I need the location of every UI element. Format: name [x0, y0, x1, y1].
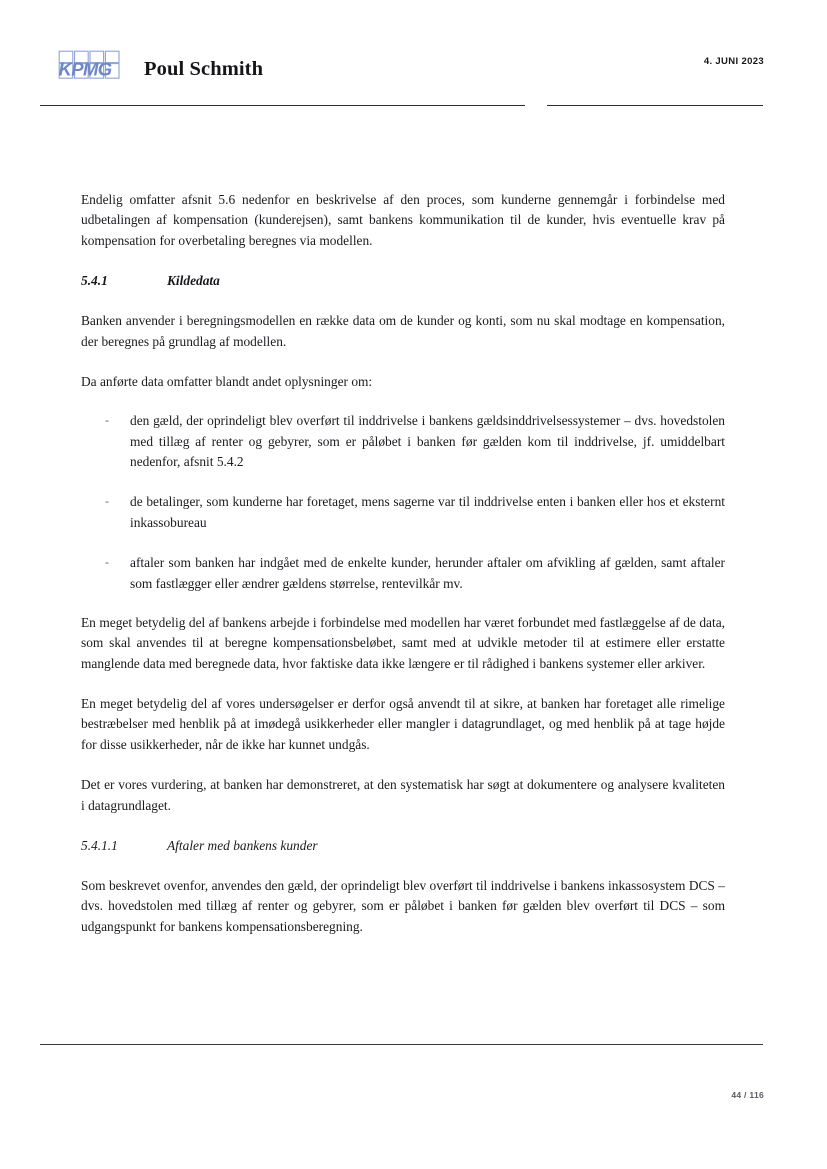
paragraph-investigation: En meget betydelig del af vores undersøgelser er derfor også anvendt til at sikre, at banken har foretaget alle rimelige bestræbelser med henblik på at imødegå usikkerheder eller mangler i datagrundlaget, og med henblik på at tage højde for disse usikkerheder, når de ikke har kunnet undgås. [81, 696, 725, 752]
page-header [0, 0, 827, 115]
paragraph-assessment: Det er vores vurdering, at banken har demonstreret, at den systematisk har søgt at dokumentere og analysere kvaliteten i datagrundlaget. [81, 777, 725, 813]
heading-5-4-1-number: 5.4.1 [81, 273, 108, 289]
list-item [81, 411, 725, 472]
brand-block [58, 50, 263, 80]
dash-bullet-icon: - [105, 555, 109, 570]
kpmg-logo-icon [58, 50, 122, 80]
list-item [81, 553, 725, 594]
header-rule-left [40, 105, 525, 106]
heading-5-4-1-1 [81, 836, 725, 856]
paragraph-effort: En meget betydelig del af bankens arbejde i forbindelse med modellen har været forbundet med fastlæggelse af de data, som skal anvendes til at beregne kompensationsbeløbet, samt med at udvikle metoder til at estimere eller erstatte manglende data med beregnede data, hvor faktiske data ikke længere er til rådighed i bankens systemer eller arkiver. [81, 614, 725, 671]
dash-bullet-icon: - [105, 413, 109, 428]
organisation-name: Poul Schmith [144, 57, 264, 80]
header-date: 4. JUNI 2023 [703, 56, 764, 67]
list-item-text: aftaler som banken har indgået med de enkelte kunder, herunder aftaler om afvikling af gælden, samt aftaler som fastlægger eller ændrer gældens størrelse, rentevilkår mv. [130, 555, 725, 591]
svg-text:KPMG: KPMG [58, 58, 112, 80]
header-rule-right [547, 105, 763, 106]
heading-5-4-1 [81, 271, 725, 291]
dash-bullet-icon: - [105, 494, 109, 509]
list-item-text: de betalinger, som kunderne har foretaget, mens sagerne var til inddrivelse enten i banken eller hos et eksternt inkassobureau [130, 494, 725, 530]
list-item [81, 492, 725, 533]
heading-5-4-1-1-number: 5.4.1.1 [81, 837, 118, 853]
document-body [81, 190, 725, 957]
paragraph-list-intro: Da anførte data omfatter blandt andet oplysninger om: [81, 373, 373, 389]
page-number: 44 / 116 [731, 1090, 764, 1100]
paragraph-dcs: Som beskrevet ovenfor, anvendes den gæld, der oprindeligt blev overført til inddrivelse i bankens inkassosystem DCS – dvs. hovedstolen med tillæg af renter og gebyrer, som er påløbet i banken før gælden blev overført til DCS – som udgangspunkt for bankens kompensationsberegning. [81, 878, 725, 934]
paragraph-model-data: Banken anvender i beregningsmodellen en række data om de kunder og konti, som nu skal modtage en kompensation, der beregnes på grundlag af modellen. [81, 313, 725, 349]
paragraph-intro: Endelig omfatter afsnit 5.6 nedenfor en beskrivelse af den proces, som kunderne gennemgår i forbindelse med udbetalingen af kompensation (kunderejsen), samt bankens kommunikation til de kunder, hvis eventuelle krav på kompensation for overbetaling beregnes via modellen. [81, 192, 725, 248]
heading-5-4-1-1-title: Aftaler med bankens kunder [167, 837, 318, 853]
list-item-text: den gæld, der oprindeligt blev overført til inddrivelse i bankens gældsinddrivelsessystemer – dvs. hovedstolen med tillæg af renter og gebyrer, som er påløbet i banken før gælden kom til inddrivelse, jf. umiddelbart nedenfor, afsnit 5.4.2 [130, 413, 725, 470]
source-data-list [81, 411, 725, 594]
footer-rule [40, 1044, 763, 1045]
heading-5-4-1-title: Kildedata [167, 273, 220, 289]
